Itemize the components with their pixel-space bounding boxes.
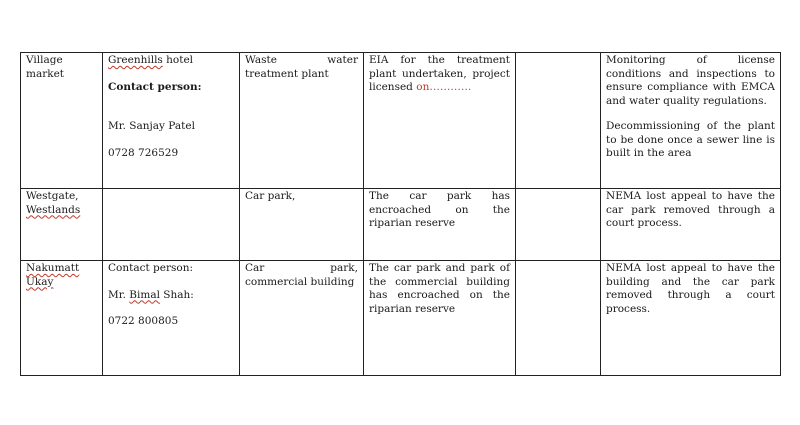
action-cell xyxy=(601,53,781,189)
location-line: Westgate, xyxy=(26,190,79,202)
action-text: NEMA lost appeal to have the car park removed through a court process. xyxy=(606,190,775,229)
contact-phone: 0722 800805 xyxy=(108,315,179,327)
empty-cell xyxy=(516,53,601,189)
location-line: Ukay xyxy=(26,275,54,288)
action-text: NEMA lost appeal to have the building and the car park removed through a court process. xyxy=(606,262,775,315)
contact-phone: 0728 726529 xyxy=(108,146,179,159)
location-line: Westlands xyxy=(26,203,81,216)
facility-contact-cell xyxy=(103,189,240,261)
status-text: The car park has encroached on the riparian reserve xyxy=(369,190,510,229)
contact-name xyxy=(108,289,234,303)
location-line: Nakumatt xyxy=(26,262,80,274)
facility-name-word: Greenhills xyxy=(108,54,163,66)
issue-text: Car park, xyxy=(245,190,296,202)
contact-surname: Bimal xyxy=(129,288,160,301)
location-cell xyxy=(21,189,103,261)
contact-rest: Shah: xyxy=(159,288,194,301)
contact-label: Contact person: xyxy=(108,80,202,93)
issue-cell xyxy=(240,261,364,376)
facility-contact-cell xyxy=(103,261,240,376)
table-row xyxy=(21,189,781,261)
issue-cell xyxy=(240,189,364,261)
action-cell xyxy=(601,261,781,376)
issue-line: treatment plant xyxy=(245,67,329,80)
facility-name xyxy=(108,54,234,68)
location-line: market xyxy=(26,67,65,80)
action-cell xyxy=(601,189,781,261)
status-highlight: on………… xyxy=(416,81,472,93)
status-cell xyxy=(364,189,516,261)
environmental-issues-table xyxy=(20,52,781,376)
contact-name: Mr. Sanjay Patel xyxy=(108,120,195,132)
location-line: Village xyxy=(26,54,63,66)
status-cell xyxy=(364,261,516,376)
issue-line: Waste water xyxy=(245,54,358,66)
contact-title: Mr. xyxy=(108,288,130,301)
location-cell xyxy=(21,53,103,189)
action-text: Monitoring of license conditions and inspections to ensure compliance with EMCA and water quality regulations. xyxy=(606,54,775,107)
status-text-main: EIA for the treatment plant undertaken, project licensed xyxy=(369,54,510,93)
contact-label: Contact person: xyxy=(108,262,193,274)
status-text: The car park and park of the commercial building has encroached on the riparian reserve xyxy=(369,262,510,315)
table-row xyxy=(21,261,781,376)
status-text xyxy=(369,54,510,95)
issue-text: Car park, commercial building xyxy=(245,262,358,288)
status-cell xyxy=(364,53,516,189)
table-row xyxy=(21,53,781,189)
empty-cell xyxy=(516,261,601,376)
empty-cell xyxy=(516,189,601,261)
facility-name-suffix: hotel xyxy=(162,54,194,66)
facility-contact-cell xyxy=(103,53,240,189)
issue-cell xyxy=(240,53,364,189)
location-cell xyxy=(21,261,103,376)
action-text: Decommissioning of the plant to be done once a sewer line is built in the area xyxy=(606,120,775,159)
